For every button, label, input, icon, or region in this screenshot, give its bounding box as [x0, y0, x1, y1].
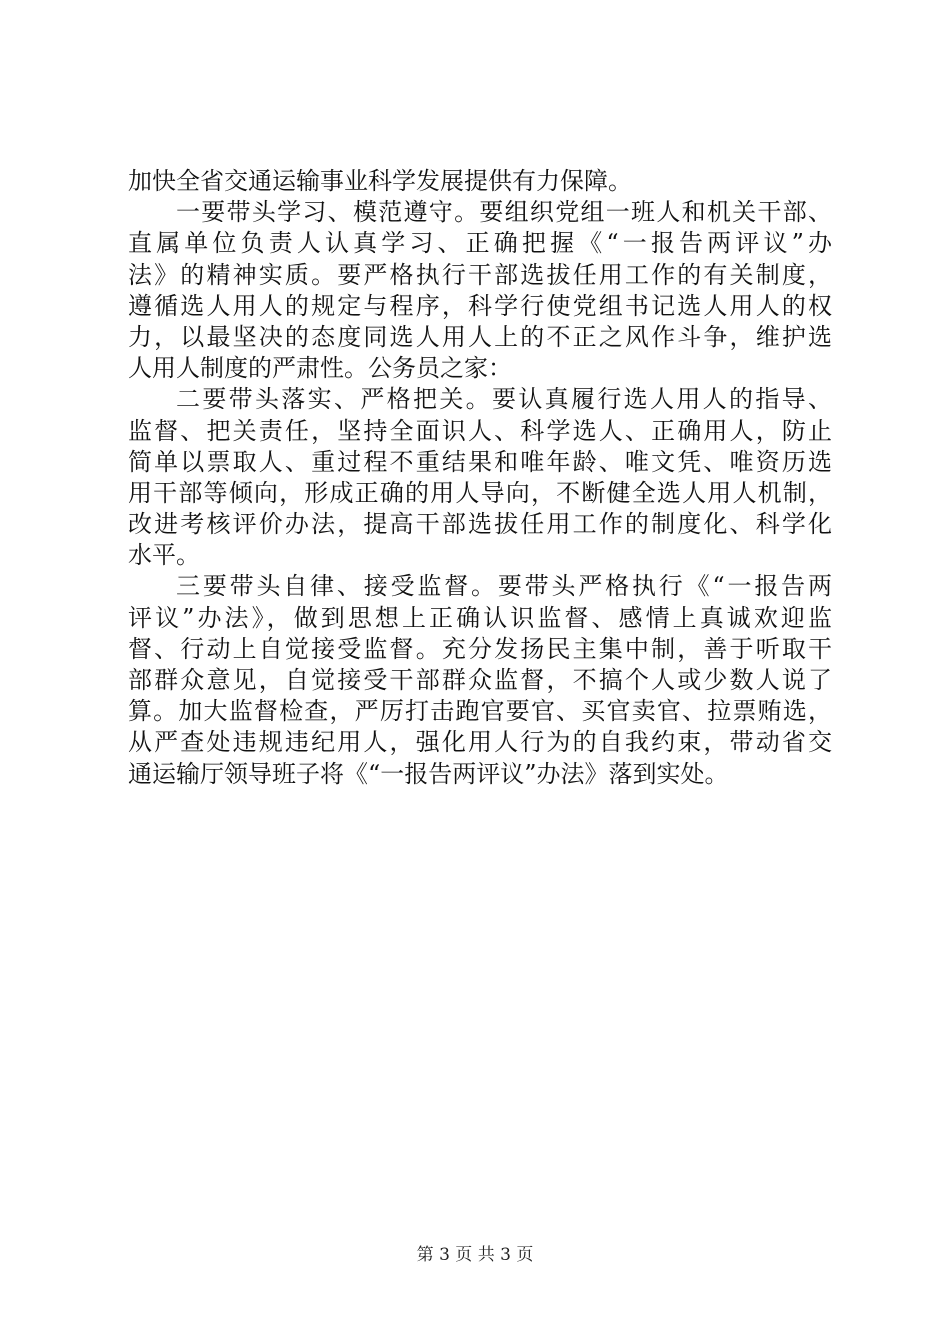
text-line: 算。加大监督检查，严厉打击跑官要官、买官卖官、拉票贿选，: [128, 697, 832, 726]
text-line: 评议”办法》，做到思想上正确认识监督、感情上真诚欢迎监: [128, 603, 832, 632]
text-line: 简单以票取人、重过程不重结果和唯年龄、唯文凭、唯资历选: [128, 447, 832, 476]
text-line: 用干部等倾向，形成正确的用人导向，不断健全选人用人机制，: [128, 478, 832, 507]
text-line: 直属单位负责人认真学习、正确把握《“一报告两评议”办: [128, 229, 832, 258]
paragraph-1: [128, 166, 832, 197]
text-line: 从严查处违规违纪用人，强化用人行为的自我约束，带动省交: [128, 728, 832, 757]
text-line: 部群众意见，自觉接受干部群众监督，不搞个人或少数人说了: [128, 666, 832, 694]
text-line: 一要带头学习、模范遵守。要组织党组一班人和机关干部、: [176, 198, 832, 227]
text-line: 水平。: [128, 541, 200, 570]
text-line: 改进考核评价办法，提高干部选拔任用工作的制度化、科学化: [128, 510, 832, 539]
text-line: 三要带头自律、接受监督。要带头严格执行《“一报告两: [176, 572, 832, 601]
text-line: 二要带头落实、严格把关。要认真履行选人用人的指导、: [176, 385, 832, 414]
paragraph-2: [128, 197, 832, 384]
text-line: 遵循选人用人的规定与程序，科学行使党组书记选人用人的权: [128, 291, 832, 320]
page-number-footer: 第 3 页 共 3 页: [416, 1245, 534, 1265]
text-line: 监督、把关责任，坚持全面识人、科学选人、正确用人，防止: [128, 416, 832, 445]
document-body: [128, 166, 832, 790]
paragraph-3: [128, 384, 832, 571]
text-line: 人用人制度的严肃性。公务员之家：: [128, 354, 512, 383]
text-line: 法》的精神实质。要严格执行干部选拔任用工作的有关制度，: [128, 260, 832, 289]
text-line: 督、行动上自觉接受监督。充分发扬民主集中制，善于听取干: [128, 634, 832, 663]
paragraph-4: [128, 571, 832, 789]
text-line: 通运输厅领导班子将《“一报告两评议”办法》落到实处。: [128, 759, 729, 788]
text-line: 加快全省交通运输事业科学发展提供有力保障。: [128, 167, 632, 195]
text-line: 力，以最坚决的态度同选人用人上的不正之风作斗争，维护选: [128, 322, 832, 351]
